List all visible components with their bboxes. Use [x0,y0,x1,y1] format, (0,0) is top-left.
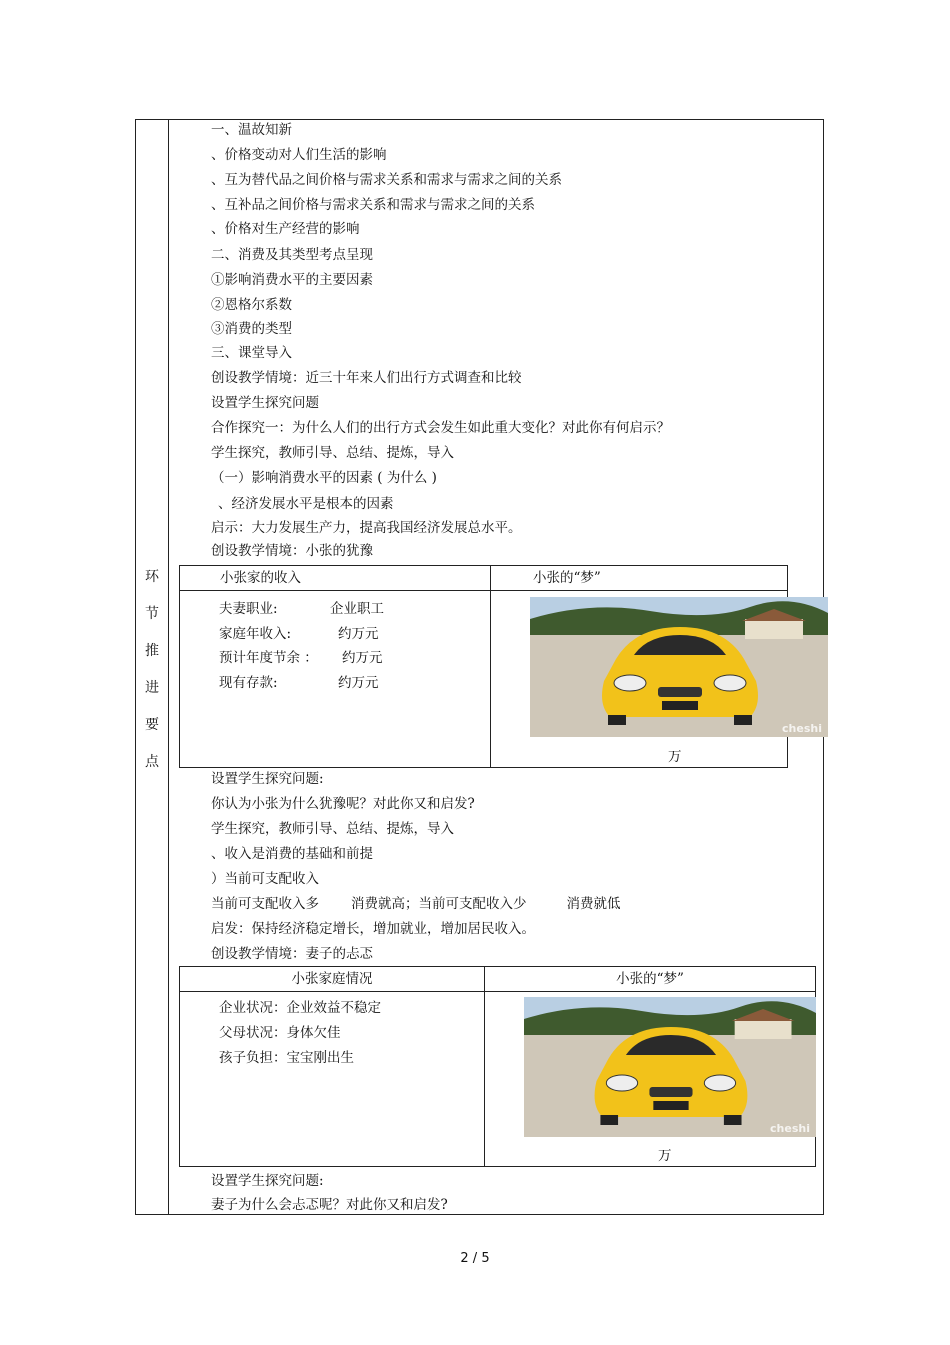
side-char: 要 [145,717,159,733]
side-char: 点 [145,754,159,770]
text-line: 学生探究，教师引导、总结、提炼，导入 [211,445,454,461]
text-line: 、收入是消费的基础和前提 [211,846,373,862]
car-illustration [524,997,816,1137]
row-label: 现有存款: [219,675,278,691]
heading-consumption: 二、消费及其类型考点呈现 [211,247,373,263]
side-char: 推 [145,643,159,659]
side-column [136,120,169,1214]
text-line: 创设教学情境：近三十年来人们出行方式调查和比较 [211,370,522,386]
row-label: 夫妻职业: [219,601,278,617]
text-line: ①影响消费水平的主要因素 [211,272,373,288]
income-row [219,622,379,642]
row-label: 家庭年收入: [219,626,292,642]
side-char: 环 [145,569,159,585]
row-value: 约万元 [342,650,383,666]
table-header: 小张家庭情况 [180,967,485,992]
income-cell [180,591,491,768]
text-line: 启发：保持经济稳定增长，增加就业，增加居民收入。 [211,921,535,937]
income-consumption-line [211,895,621,913]
car-caption: 万 [658,1148,672,1164]
text-line: 设置学生探究问题 [211,395,319,411]
row-value: 企业职工 [330,601,384,617]
text-line: 设置学生探究问题: [211,771,324,787]
car-caption: 万 [668,749,682,765]
page-number: 2 / 5 [460,1251,490,1266]
table-header: 小张家的收入 [180,566,491,591]
text-line: 创设教学情境：妻子的忐忑 [211,946,373,962]
text-line: 、价格对生产经营的影响 [211,221,360,237]
side-char: 节 [145,606,159,622]
text-line: 创设教学情境：小张的犹豫 [211,543,373,559]
car-photo [524,997,816,1137]
family-row: 父母状况：身体欠佳 [219,1025,341,1041]
text-segment: 当前可支配收入多 [211,896,319,912]
table-header: 小张的“梦” [491,566,788,591]
text-line: ②恩格尔系数 [211,297,292,313]
side-char: 进 [145,680,159,696]
text-line: 启示：大力发展生产力，提高我国经济发展总水平。 [211,520,522,536]
heading-review: 一、温故知新 [211,122,292,138]
table-header: 小张的“梦” [485,967,816,992]
photo-watermark: cheshi [782,722,822,735]
text-line: ③消费的类型 [211,321,292,337]
heading-intro: 三、课堂导入 [211,345,292,361]
text-line: 妻子为什么会忐忑呢？对此你又和启发? [211,1197,448,1213]
row-value: 约万元 [338,675,379,691]
income-row [219,671,379,691]
car-photo [530,597,828,737]
row-label: 预计年度节余 ： [219,650,318,666]
text-segment: 消费就低 [566,896,621,912]
row-value: 约万元 [338,626,379,642]
text-line: 你认为小张为什么犹豫呢？对此你又和启发? [211,796,475,812]
text-line: （一）影响消费水平的因素 ( 为什么 ) [211,470,437,486]
dream-cell [485,992,816,1167]
family-row: 孩子负担：宝宝刚出生 [219,1050,354,1066]
income-row [219,597,384,617]
family-cell [180,992,485,1167]
text-line: 、经济发展水平是根本的因素 [218,496,394,512]
text-line: 、互为替代品之间价格与需求关系和需求与需求之间的关系 [211,172,562,188]
text-line: 、价格变动对人们生活的影响 [211,147,387,163]
income-row [219,646,383,666]
text-line: 、互补品之间价格与需求关系和需求与需求之间的关系 [211,197,535,213]
text-segment: 消费就高；当前可支配收入少 [351,896,527,912]
text-line: 设置学生探究问题: [211,1173,324,1189]
dream-cell [491,591,822,768]
text-line: 学生探究，教师引导、总结、提炼，导入 [211,821,454,837]
car-illustration [530,597,828,737]
text-line: ）当前可支配收入 [211,871,319,887]
photo-watermark: cheshi [770,1122,810,1135]
text-line: 合作探究一：为什么人们的出行方式会发生如此重大变化？对此你有何启示？ [211,420,670,436]
family-row: 企业状况：企业效益不稳定 [219,1000,381,1016]
family-table [179,966,816,1167]
income-table [179,565,822,768]
